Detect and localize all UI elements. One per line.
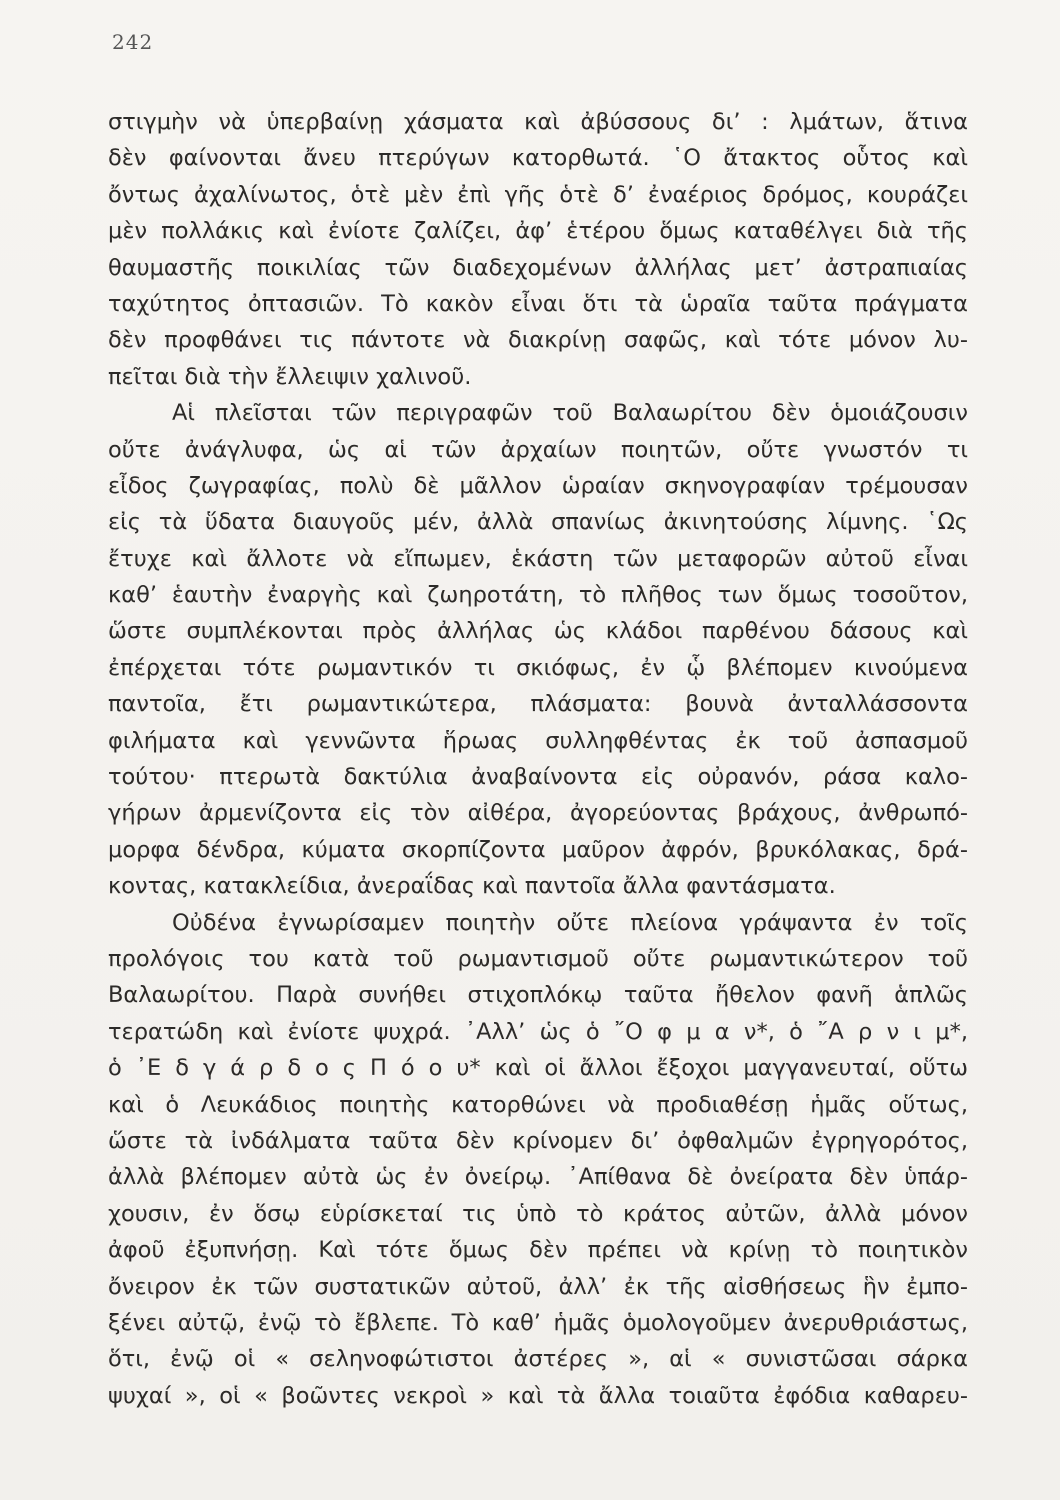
- text-line: ὥστε συμπλέκονται πρὸς ἀλλήλας ὡς κλάδοι παρθένου δάσους καὶ: [108, 618, 968, 645]
- text-line: χουσιν, ἐν ὅσῳ εὑρίσκεταί τις ὑπὸ τὸ κράτος αὐτῶν, ἀλλὰ μόνον: [108, 1200, 968, 1227]
- text-line: Αἱ πλεῖσται τῶν περιγραφῶν τοῦ Βαλαωρίτου δὲν ὁμοιάζουσιν: [172, 400, 968, 427]
- page-number: 242: [112, 30, 154, 54]
- text-line: ἀλλὰ βλέπομεν αὐτὰ ὡς ἐν ὀνείρῳ. ᾿Απίθανα δὲ ὀνείρατα δὲν ὑπάρ-: [108, 1164, 968, 1191]
- text-line: θαυμαστῆς ποικιλίας τῶν διαδεχομένων ἀλλήλας μετ’ ἀστραπιαίας: [108, 254, 968, 281]
- text-line: ὥστε τὰ ἰνδάλματα ταῦτα δὲν κρίνομεν δι’ ὀφθαλμῶν ἐγρηγορότος,: [108, 1127, 968, 1154]
- text-line: μορφα δένδρα, κύματα σκορπίζοντα μαῦρον ἀφρόν, βρυκόλακας, δρά-: [108, 836, 968, 863]
- text-line: ψυχαί », οἱ « βοῶντες νεκροὶ » καὶ τὰ ἄλλα τοιαῦτα ἐφόδια καθαρευ-: [108, 1382, 968, 1409]
- text-line: ὅτι, ἐνῷ οἱ « σεληνοφώτιστοι ἀστέρες », αἱ « συνιστῶσαι σάρκα: [108, 1346, 968, 1373]
- text-line: πεῖται διὰ τὴν ἔλλειψιν χαλινοῦ.: [108, 363, 472, 390]
- text-line: παντοῖα, ἔτι ρωμαντικώτερα, πλάσματα: βουνὰ ἀνταλλάσσοντα: [108, 691, 968, 718]
- text-line: προλόγοις του κατὰ τοῦ ρωμαντισμοῦ οὔτε ρωμαντικώτερον τοῦ: [108, 945, 968, 972]
- text-line: ὄνειρον ἐκ τῶν συστατικῶν αὐτοῦ, ἀλλ’ ἐκ τῆς αἰσθήσεως ἣν ἐμπο-: [108, 1273, 968, 1300]
- text-line: καὶ ὁ Λευκάδιος ποιητὴς κατορθώνει νὰ προδιαθέσῃ ἡμᾶς οὕτως,: [108, 1091, 968, 1118]
- text-line: ταχύτητος ὀπτασιῶν. Τὸ κακὸν εἶναι ὅτι τὰ ὡραῖα ταῦτα πράγματα: [108, 290, 968, 317]
- text-line: δὲν προφθάνει τις πάντοτε νὰ διακρίνῃ σαφῶς, καὶ τότε μόνον λυ-: [108, 327, 968, 354]
- text-line: μὲν πολλάκις καὶ ἐνίοτε ζαλίζει, ἀφ’ ἑτέρου ὅμως καταθέλγει διὰ τῆς: [108, 218, 968, 245]
- text-line: γήρων ἀρμενίζοντα εἰς τὸν αἰθέρα, ἀγορεύοντας βράχους, ἀνθρωπό-: [108, 800, 968, 827]
- text-line: ὁ ᾿Ε δ γ ά ρ δ ο ς Π ό ο υ* καὶ οἱ ἄλλοι ἔξοχοι μαγγανευταί, οὕτω: [108, 1055, 968, 1082]
- text-line: ἔτυχε καὶ ἄλλοτε νὰ εἴπωμεν, ἑκάστη τῶν μεταφορῶν αὐτοῦ εἶναι: [108, 545, 968, 572]
- text-line: ἐπέρχεται τότε ρωμαντικόν τι σκιόφως, ἐν ᾧ βλέπομεν κινούμενα: [108, 654, 968, 681]
- text-line: ὄντως ἀχαλίνωτος, ὁτὲ μὲν ἐπὶ γῆς ὁτὲ δ’ ἐναέριος δρόμος, κουράζει: [108, 181, 968, 208]
- text-line: κοντας, κατακλείδια, ἀνεραΐδας καὶ παντοῖα ἄλλα φαντάσματα.: [108, 873, 836, 900]
- text-line: καθ’ ἑαυτὴν ἐναργὴς καὶ ζωηροτάτη, τὸ πλῆθος των ὅμως τοσοῦτον,: [108, 582, 968, 609]
- text-line: Βαλαωρίτου. Παρὰ συνήθει στιχοπλόκῳ ταῦτα ἤθελον φανῆ ἁπλῶς: [108, 982, 968, 1009]
- body-text: [108, 104, 968, 1414]
- text-line: φιλήματα καὶ γεννῶντα ἥρωας συλληφθέντας ἐκ τοῦ ἀσπασμοῦ: [108, 727, 968, 754]
- text-line: εἰς τὰ ὕδατα διαυγοῦς μέν, ἀλλὰ σπανίως ἀκινητούσης λίμνης. ῾Ως: [108, 509, 968, 536]
- text-line: στιγμὴν νὰ ὑπερβαίνῃ χάσματα καὶ ἀβύσσους δι’ : λμάτων, ἅτινα: [108, 109, 968, 135]
- text-line: εἶδος ζωγραφίας, πολὺ δὲ μᾶλλον ὡραίαν σκηνογραφίαν τρέμουσαν: [108, 472, 968, 499]
- text-line: οὔτε ἀνάγλυφα, ὡς αἱ τῶν ἀρχαίων ποιητῶν, οὔτε γνωστόν τι: [108, 436, 968, 463]
- text-line: τούτου· πτερωτὰ δακτύλια ἀναβαίνοντα εἰς οὐρανόν, ράσα καλο-: [108, 764, 968, 791]
- text-line: δὲν φαίνονται ἄνευ πτερύγων κατορθωτά. ῾Ο ἄτακτος οὗτος καὶ: [108, 145, 968, 172]
- text-line: Οὐδένα ἐγνωρίσαμεν ποιητὴν οὔτε πλείονα γράψαντα ἐν τοῖς: [172, 909, 968, 936]
- text-line: τερατώδη καὶ ἐνίοτε ψυχρά. ᾿Αλλ’ ὡς ὁ ῎Ο φ μ α ν*, ὁ ῎Α ρ ν ι μ*,: [108, 1018, 968, 1045]
- text-line: ξένει αὐτῷ, ἐνῷ τὸ ἔβλεπε. Τὸ καθ’ ἡμᾶς ὁμολογοῦμεν ἀνερυθριάστως,: [108, 1309, 968, 1336]
- text-line: ἀφοῦ ἐξυπνήσῃ. Καὶ τότε ὅμως δὲν πρέπει νὰ κρίνῃ τὸ ποιητικὸν: [108, 1237, 968, 1264]
